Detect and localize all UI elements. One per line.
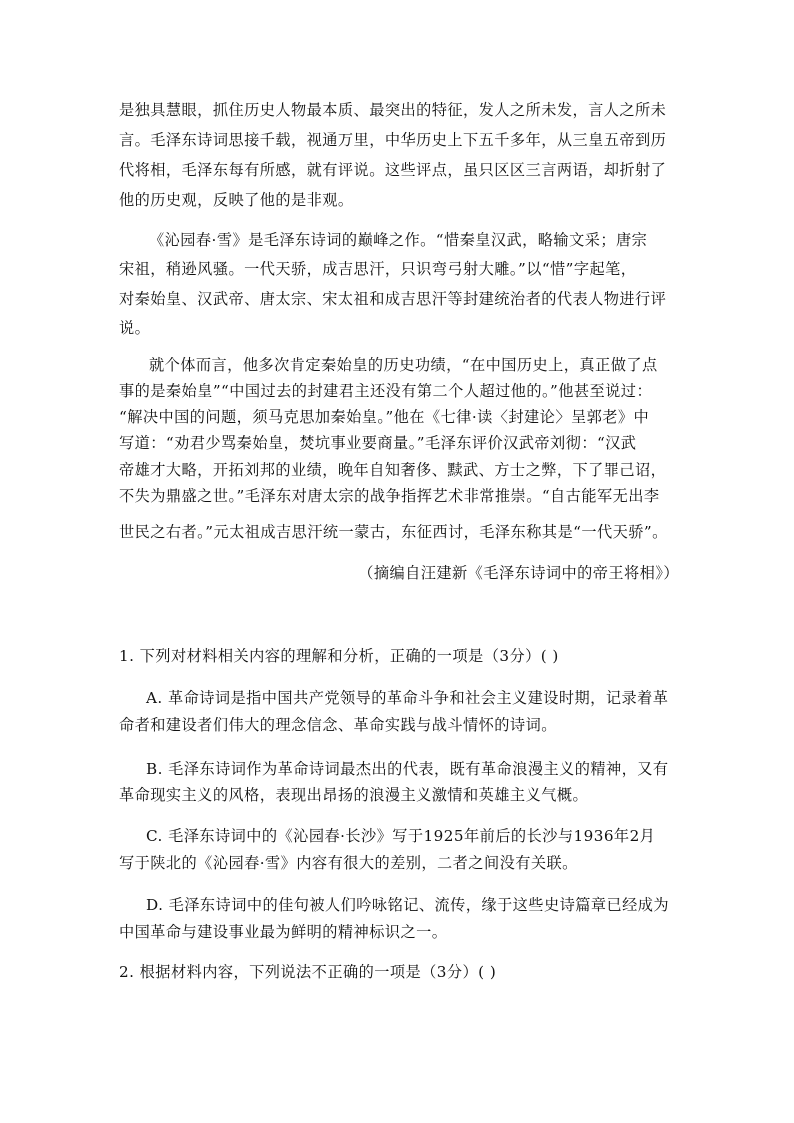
text-line: 世民之右者。”元太祖成吉思汗统一蒙古，东征西讨，毛泽东称其是“一代天骄”。 bbox=[119, 523, 668, 541]
text-line: 说。 bbox=[119, 319, 151, 337]
text-line: “解决中国的问题，须马克思加秦始皇。”他在《七律·读〈封建论〉呈郭老》中 bbox=[119, 408, 650, 426]
question-stem: 1. 下列对材料相关内容的理解和分析，正确的一项是（3分）( ) bbox=[119, 647, 559, 665]
option-line: B. 毛泽东诗词作为革命诗词最杰出的代表，既有革命浪漫主义的精神，又有 bbox=[146, 760, 669, 778]
text-line: 写道：“劝君少骂秦始皇，焚坑事业要商量。”毛泽东评价汉武帝刘彻：“汉武 bbox=[119, 434, 637, 452]
option-line: 命者和建设者们伟大的理念信念、革命实践与战斗情怀的诗词。 bbox=[119, 716, 557, 734]
option-line: 写于陕北的《沁园春·雪》内容有很大的差别，二者之间没有关联。 bbox=[119, 854, 578, 872]
text-line: 代将相，毛泽东每有所感，就有评说。这些评点，虽只区区三言两语，却折射了 bbox=[119, 161, 667, 179]
option-line: C. 毛泽东诗词中的《沁园春·长沙》写于1925年前后的长沙与1936年2月 bbox=[146, 827, 656, 845]
text-line: 对秦始皇、汉武帝、唐太宗、宋太祖和成吉思汗等封建统治者的代表人物进行评 bbox=[119, 290, 667, 308]
text-line: 言。毛泽东诗词思接千载，视通万里，中华历史上下五千多年，从三皇五帝到历 bbox=[119, 131, 667, 149]
text-line: 帝雄才大略，开拓刘邦的业绩，晚年自知奢侈、黩武、方士之弊，下了罪己诏， bbox=[119, 461, 667, 479]
option-line: A. 革命诗词是指中国共产党领导的革命斗争和社会主义建设时期，记录着革 bbox=[146, 689, 669, 707]
option-line: D. 毛泽东诗词中的佳句被人们吟咏铭记、流传，缘于这些史诗篇章已经成为 bbox=[146, 896, 670, 914]
text-line: 事的是秦始皇”“中国过去的封建君主还没有第二个人超过他的。”他甚至说过： bbox=[119, 382, 653, 400]
question-stem: 2. 根据材料内容，下列说法不正确的一项是（3分）( ) bbox=[119, 963, 497, 981]
text-line: 宋祖，稍逊风骚。一代天骄，成吉思汗，只识弯弓射大雕。”以“惜”字起笔， bbox=[119, 260, 637, 278]
source-citation: （摘编自汪建新《毛泽东诗词中的帝王将相》） bbox=[358, 564, 679, 582]
option-line: 中国革命与建设事业最为鲜明的精神标识之一。 bbox=[119, 923, 448, 941]
text-line: 不失为鼎盛之世。”毛泽东对唐太宗的战争指挥艺术非常推崇。“自古能军无出李 bbox=[119, 487, 660, 505]
option-line: 革命现实主义的风格，表现出昂扬的浪漫主义激情和英雄主义气概。 bbox=[119, 786, 589, 804]
text-line: 《沁园春·雪》是毛泽东诗词的巅峰之作。“惜秦皇汉武，略输文采；唐宗 bbox=[149, 231, 648, 249]
text-line: 就个体而言，他多次肯定秦始皇的历史功绩，“在中国历史上，真正做了点 bbox=[149, 356, 658, 374]
text-line: 他的历史观，反映了他的是非观。 bbox=[119, 191, 354, 209]
text-line: 是独具慧眼，抓住历史人物最本质、最突出的特征，发人之所未发，言人之所未 bbox=[119, 101, 667, 119]
